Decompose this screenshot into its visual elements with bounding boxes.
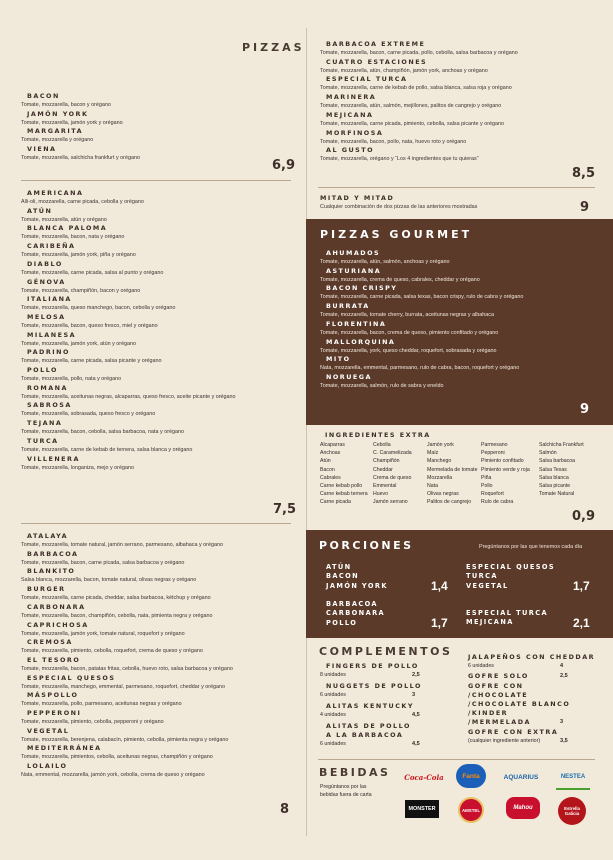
- ingredient-item: Tomate Natural: [539, 491, 575, 498]
- item-name: SABROSA: [27, 401, 72, 410]
- item-name: LOLAILO: [27, 762, 68, 771]
- item-name: POLLO: [27, 366, 58, 375]
- ingredient-item: Mermelada de tomate: [427, 466, 478, 473]
- column-divider: [306, 28, 307, 836]
- item-name: BLANCA PALOMA: [27, 224, 108, 233]
- divider: [318, 759, 595, 760]
- item-name: CAPRICHOSA: [27, 620, 89, 629]
- item-desc: Cualquier combinación de dos pizzas de las anteriores mostradas: [320, 204, 478, 210]
- price-gourmet: 9: [580, 402, 590, 417]
- pizza-group-classic: [21, 92, 140, 163]
- ingredient-item: Manchego: [427, 458, 452, 465]
- item-name: JAMÓN YORK: [27, 109, 89, 118]
- ingredient-spacer: [595, 449, 613, 457]
- complemento-price: 2,5: [560, 673, 568, 679]
- item-name: MÁSPOLLO: [27, 691, 79, 700]
- estrella-galicia-logo: Estrella Galicia: [558, 797, 586, 825]
- item-desc: Tomate, mozzarella, jamón york y orégano: [21, 119, 123, 126]
- item-desc: Tomate, mozzarella, bacon, queso fresco, miel y orégano: [21, 322, 158, 329]
- ingredient-item: Crema de queso: [373, 474, 412, 481]
- ingredient-item: Bacon: [320, 466, 335, 473]
- ingredient-item: Parmesano: [481, 442, 508, 448]
- item-name: MARINERA: [326, 93, 377, 102]
- item-desc: Tomate, mozzarella, tomate natural, jamón serrano, parmesano, albahaca y orégano: [21, 542, 223, 548]
- gourmet-panel: [306, 219, 613, 425]
- item-desc: Tomate, mozzarella, york, queso cheddar, roquefort, sobrasada y orégano: [320, 347, 497, 354]
- item-desc: Tomate, mozzarella, bacon y orégano: [21, 102, 111, 108]
- item-desc: Tomate, mozzarella, pimiento, cebolla, pepperoni y orégano: [21, 719, 164, 726]
- item-desc: Tomate, mozzarella, sobrasada, queso fresco y orégano: [21, 411, 156, 418]
- item-desc: Tomate, mozzarella, atún, salmón, anchoas y orégano: [320, 259, 450, 265]
- item-desc: Tomate, mozzarella, bacon, carne picada, salsa barbacoa y orégano: [21, 559, 185, 566]
- item-desc: Tomate, mozzarella, pimientos, cebolla, aceitunas negras, champiñón y orégano: [21, 754, 213, 761]
- item-desc: Tomate, mozzarella, orégano y “Los 4 ingredientes que tu quieras”: [320, 156, 479, 163]
- porciones-price-3: 1,7: [431, 616, 448, 630]
- porciones-price-1: 1,4: [431, 579, 448, 593]
- complemento-price: 3: [412, 692, 416, 698]
- item-desc: Tomate, mozzarella, jamón york, tomate natural, roquefort y orégano: [21, 630, 185, 637]
- complemento-name: FINGERS DE POLLO: [326, 662, 419, 670]
- item-desc: Tomate, mozzarella, manchego, emmental, parmesano, roquefort, cheddar y orégano: [21, 683, 226, 690]
- porciones-group-4: ESPECIAL TURCA MEJICANA: [466, 609, 548, 627]
- mahou-logo: Mahou: [506, 797, 540, 819]
- complemento-qty: 6 unidades: [468, 663, 494, 669]
- nestea-logo: NESTEA: [556, 766, 590, 790]
- price-ingredients: 0,9: [572, 509, 596, 524]
- ingredient-item: Salsa barbacoa: [539, 458, 576, 465]
- ingredient-item: Cheddar: [373, 466, 393, 473]
- item-desc: Tomate, mozzarella, salchicha frankfurt y orégano: [21, 155, 140, 162]
- item-name: CUATRO ESTACIONES: [326, 57, 428, 66]
- complemento-name: GOFRE CON /CHOCOLATE /CHOCOLATE BLANCO /KINDER /MERMELADA: [468, 682, 571, 726]
- complemento-price: 2,5: [412, 672, 420, 678]
- item-desc: Tomate, mozzarella, bacon, carne picada, pollo, cebolla, salsa barbacoa y orégano: [320, 50, 518, 56]
- item-desc: Tomate, mozzarella, bacon, cebolla, salsa barbacoa, nata y orégano: [21, 429, 185, 436]
- item-name: MALLORQUINA: [326, 337, 396, 346]
- item-desc: Tomate, mozzarella, bacon, nata y orégano: [21, 234, 125, 241]
- item-desc: Tomate, mozzarella, atún, salmón, mejillones, palitos de cangrejo y orégano: [320, 103, 502, 110]
- item-name: DIABLO: [27, 259, 63, 268]
- ingredient-item: Emmental: [373, 483, 397, 490]
- ingredient-item: Pimiento verde y roja: [481, 466, 530, 473]
- item-desc: Tomate, mozzarella, carne picada, salsa picante y orégano: [21, 358, 162, 365]
- item-name: ATALAYA: [27, 532, 69, 540]
- ingredient-item: Carne kebab ternera: [320, 491, 368, 498]
- ingredient-item: Mozzarella: [427, 474, 453, 481]
- item-desc: Tomate, mozzarella, atún, champiñón, jamón york, anchoas y orégano: [320, 67, 488, 74]
- bebidas-title: BEBIDAS: [319, 766, 391, 779]
- mitad-y-mitad: [320, 194, 477, 212]
- item-desc: Tomate, mozzarella, bacon, crema de queso, pimiento confitado y orégano: [320, 329, 499, 336]
- monster-logo: MONSTER: [405, 800, 439, 818]
- complemento-qty: 6 unidades: [320, 741, 346, 747]
- complementos-title: COMPLEMENTOS: [319, 645, 453, 658]
- item-name: MEDITERRÁNEA: [27, 744, 102, 753]
- porciones-group-2: ESPECIAL QUESOS TURCA VEGETAL: [466, 563, 556, 590]
- item-desc: Tomate, mozzarella, carne de kebab de ternera, salsa blanca y orégano: [21, 446, 193, 453]
- item-desc: Tomate, mozzarella, carne picada, cheddar, salsa barbacoa, kétchup y orégano: [21, 595, 211, 602]
- item-name: ROMANA: [27, 383, 68, 392]
- divider: [318, 187, 595, 188]
- item-name: BLANKITO: [27, 567, 76, 576]
- item-name: ESPECIAL QUESOS: [27, 673, 116, 682]
- ingredient-item: Pepperoni: [481, 450, 505, 457]
- item-desc: Nata, mozzarella, emmental, parmesano, rulo de cabra, bacon, roquefort y orégano: [320, 365, 520, 372]
- ingredient-item: Roquefort: [481, 491, 504, 498]
- item-desc: Tomate, mozzarella, atún y orégano: [21, 216, 107, 223]
- item-desc: Tomate, mozzarella, carne picada, salsa al punto y orégano: [21, 269, 164, 276]
- aquarius-logo: AQUARIUS: [503, 773, 539, 781]
- item-desc: Tomate, mozzarella, crema de queso, cabrales, cheddar y orégano: [320, 276, 480, 283]
- ingredients-title: INGREDIENTES EXTRA: [325, 431, 431, 439]
- ingredient-spacer: [595, 498, 613, 506]
- ingredient-spacer: [595, 441, 613, 449]
- pizza-group-special: [320, 40, 518, 164]
- item-desc: Tomate, mozzarella, longaniza, mejo y orégano: [21, 464, 134, 471]
- item-desc: Tomate, mozzarella, aceitunas negras, alcaparras, queso fresco, aceite picante y orégano: [21, 393, 236, 400]
- item-desc: Alli-oli, mozzarella, carne picada, cebolla y orégano: [21, 199, 144, 205]
- ingredient-item: C. Caramelizada: [373, 450, 412, 457]
- divider: [21, 180, 291, 181]
- ingredient-item: Atún: [320, 458, 331, 465]
- ingredient-item: Huevo: [373, 491, 388, 498]
- gourmet-title: PIZZAS GOURMET: [320, 228, 473, 241]
- item-name: ATÚN: [27, 206, 53, 215]
- complemento-price: 4,5: [412, 712, 420, 718]
- ingredient-spacer: [595, 474, 613, 482]
- complemento-name: ALITAS DE POLLO A LA BARBACOA: [326, 722, 411, 739]
- item-name: BARBACOA EXTREME: [326, 40, 426, 48]
- complemento-name: JALAPEÑOS CON CHEDDAR: [468, 653, 596, 661]
- gourmet-list: [320, 249, 523, 391]
- complemento-qty: 6 unidades: [320, 692, 346, 698]
- item-name: MILANESA: [27, 330, 77, 339]
- complemento-qty: (cualquier ingrediente anterior): [468, 738, 541, 744]
- ingredient-item: Pollo: [481, 483, 493, 490]
- ingredient-item: Nata: [427, 483, 438, 490]
- complemento-name: GOFRE SOLO: [468, 672, 529, 680]
- complemento-name: NUGGETS DE POLLO: [326, 682, 422, 690]
- item-name: VIENA: [27, 145, 57, 154]
- pizza-group-standard: [21, 189, 236, 472]
- item-desc: Tomate, mozzarella, champiñón, bacon y orégano: [21, 287, 141, 294]
- ingredient-item: Pimiento confitado: [481, 458, 524, 465]
- porciones-panel: [306, 530, 613, 638]
- ingredient-item: Salchicha Frankfurt: [539, 442, 584, 448]
- price-premium: 8: [280, 802, 290, 817]
- ingredient-item: Alcaparras: [320, 442, 345, 448]
- ingredient-item: Jamón york: [427, 442, 454, 448]
- item-name: VILLENERA: [27, 454, 80, 463]
- ingredient-spacer: [595, 457, 613, 465]
- price-classic: 6,9: [272, 158, 296, 173]
- ingredient-spacer: [595, 490, 613, 498]
- ingredient-item: Maíz: [427, 450, 439, 457]
- ingredient-item: Jamón serrano: [373, 499, 408, 506]
- item-name: NORUEGA: [326, 372, 372, 381]
- porciones-price-4: 2,1: [573, 616, 590, 630]
- porciones-group-3: BARBACOA CARBONARA POLLO: [326, 600, 386, 627]
- ingredient-spacer: [595, 466, 613, 474]
- item-name: CREMOSA: [27, 638, 73, 647]
- ingredient-item: [539, 498, 595, 506]
- ingredient-item: Salsa picante: [539, 483, 571, 490]
- item-desc: Tomate, mozzarella y orégano: [21, 137, 94, 144]
- item-name: MORFINOSA: [326, 128, 384, 137]
- item-desc: Tomate, mozzarella, pollo, nata y orégano: [21, 376, 122, 383]
- ingredient-item: Cebolla: [373, 442, 391, 448]
- complemento-price: 4,5: [412, 741, 420, 747]
- ingredient-item: Palitos de cangrejo: [427, 499, 472, 506]
- price-mitad: 9: [580, 200, 590, 215]
- item-name: ASTURIANA: [326, 266, 382, 275]
- divider: [21, 523, 291, 524]
- ingredient-item: Carne kebab pollo: [320, 483, 363, 490]
- complemento-price: 4: [560, 663, 564, 669]
- item-desc: Tomate, mozzarella, salmón, rulo de sabra y eneldo: [320, 382, 444, 389]
- item-name: PADRINO: [27, 348, 70, 357]
- item-desc: Tomate, mozzarella, queso manchego, bacon, cebolla y orégano: [21, 305, 176, 312]
- ingredient-item: Rulo de cabra: [481, 499, 514, 506]
- item-name: BURGER: [27, 585, 66, 594]
- porciones-price-2: 1,7: [573, 579, 590, 593]
- item-name: FLORENTINA: [326, 319, 387, 328]
- price-standard: 7,5: [273, 502, 297, 517]
- item-name: ITALIANA: [27, 295, 72, 304]
- ingredient-item: Olivas negras: [427, 491, 459, 498]
- ingredient-item: Salsa blanca: [539, 474, 569, 481]
- pizzas-title: PIZZAS: [242, 41, 305, 54]
- item-desc: Tomate, mozzarella, bacon, champiñón, cebolla, nata, pimienta negra y orégano: [21, 612, 213, 619]
- item-name: BURRATA: [326, 302, 370, 311]
- amstel-logo: AMSTEL: [458, 797, 484, 823]
- item-desc: Tomate, mozzarella, berenjena, calabacín, pimiento, cebolla, pimienta negra y orégano: [21, 736, 229, 743]
- complemento-qty: 8 unidades: [320, 672, 346, 678]
- item-name: AL GUSTO: [326, 146, 375, 155]
- item-name: CARIBEÑA: [27, 242, 76, 251]
- complemento-qty: 4 unidades: [320, 712, 346, 718]
- item-desc: Salsa blanca, mozzarella, bacon, tomate natural, olivas negras y orégano: [21, 577, 197, 584]
- item-desc: Tomate, mozzarella, jamón york, atún y orégano: [21, 340, 137, 347]
- item-name: BACON CRISPY: [326, 284, 398, 293]
- ingredient-item: Piña: [481, 474, 492, 481]
- complemento-price: 3: [560, 719, 564, 725]
- fanta-logo: Fanta: [456, 764, 486, 788]
- item-name: ESPECIAL TURCA: [326, 75, 408, 84]
- ingredient-item: Carne picada: [320, 499, 351, 506]
- porciones-subtitle: Pregúntanos por las que tenemos cada día: [479, 544, 583, 550]
- item-desc: Tomate, mozzarella, jamón york, piña y orégano: [21, 252, 136, 259]
- item-desc: Tomate, mozzarella, carne picada, salsa texas, bacon crispy, rulo de cabra y orégano: [320, 294, 524, 301]
- item-name: VEGETAL: [27, 726, 70, 735]
- ingredient-item: Salsa Texas: [539, 466, 567, 473]
- item-name: BACON: [27, 92, 60, 100]
- ingredient-item: Cabrales: [320, 474, 341, 481]
- porciones-group-1: ATÚN BACON JAMÓN YORK: [326, 563, 388, 590]
- ingredients-grid: [320, 441, 613, 507]
- item-name: MITO: [326, 355, 351, 364]
- item-desc: Tomate, mozzarella, bacon, patatas fritas, cebolla, huevo roto, salsa barbacoa y orégano: [21, 665, 233, 672]
- item-desc: Tomate, mozzarella, pimiento, cebolla, roquefort, crema de queso y orégano: [21, 648, 203, 655]
- ingredient-item: Salmón: [539, 450, 557, 457]
- ingredient-item: Champiñón: [373, 458, 400, 465]
- bebidas-note: Pregúntanos por las bebidas fuera de carta: [320, 784, 372, 798]
- item-name: EL TESORO: [27, 655, 81, 664]
- coca-cola-logo: Coca-Cola: [404, 772, 444, 782]
- item-desc: Tomate, mozzarella, carne picada, pimiento, cebolla, salsa picante y orégano: [320, 120, 504, 127]
- item-name: TEJANA: [27, 419, 63, 428]
- complemento-name: ALITAS KENTUCKY: [326, 702, 415, 710]
- item-desc: Tomate, mozzarella, bacon, pollo, nata, huevo roto y orégano: [320, 138, 467, 145]
- item-name: MARGARITA: [27, 127, 84, 136]
- item-name: GÉNOVA: [27, 277, 66, 286]
- item-name: BARBACOA: [27, 549, 79, 558]
- item-name: MEJICANA: [326, 110, 374, 119]
- item-desc: Tomate, mozzarella, carne de kebab de pollo, salsa blanca, salsa roja y orégano: [320, 85, 512, 92]
- ingredient-item: Anchoas: [320, 450, 341, 457]
- pizza-group-premium: [21, 532, 233, 780]
- porciones-title: PORCIONES: [319, 539, 414, 552]
- item-name: TURCA: [27, 436, 59, 445]
- item-desc: Tomate, mozzarella, pollo, parmesano, aceitunas negras y orégano: [21, 701, 182, 708]
- item-name: AHUMADOS: [326, 249, 381, 257]
- item-desc: Nata, emmental, mozzarella, jamón york, cebolla, crema de queso y orégano: [21, 772, 205, 779]
- item-name: MITAD Y MITAD: [320, 194, 395, 202]
- price-special: 8,5: [572, 166, 596, 181]
- item-name: PEPPERONI: [27, 709, 82, 718]
- complemento-price: 3,5: [560, 738, 568, 744]
- ingredient-spacer: [595, 482, 613, 490]
- complemento-name: GOFRE CON EXTRA: [468, 728, 559, 736]
- item-desc: Tomate, mozzarella, tomate cherry, burrata, aceitunas negras y albahaca: [320, 312, 494, 319]
- item-name: AMERICANA: [27, 189, 84, 197]
- item-name: CARBONARA: [27, 602, 86, 611]
- item-name: MELOSA: [27, 312, 66, 321]
